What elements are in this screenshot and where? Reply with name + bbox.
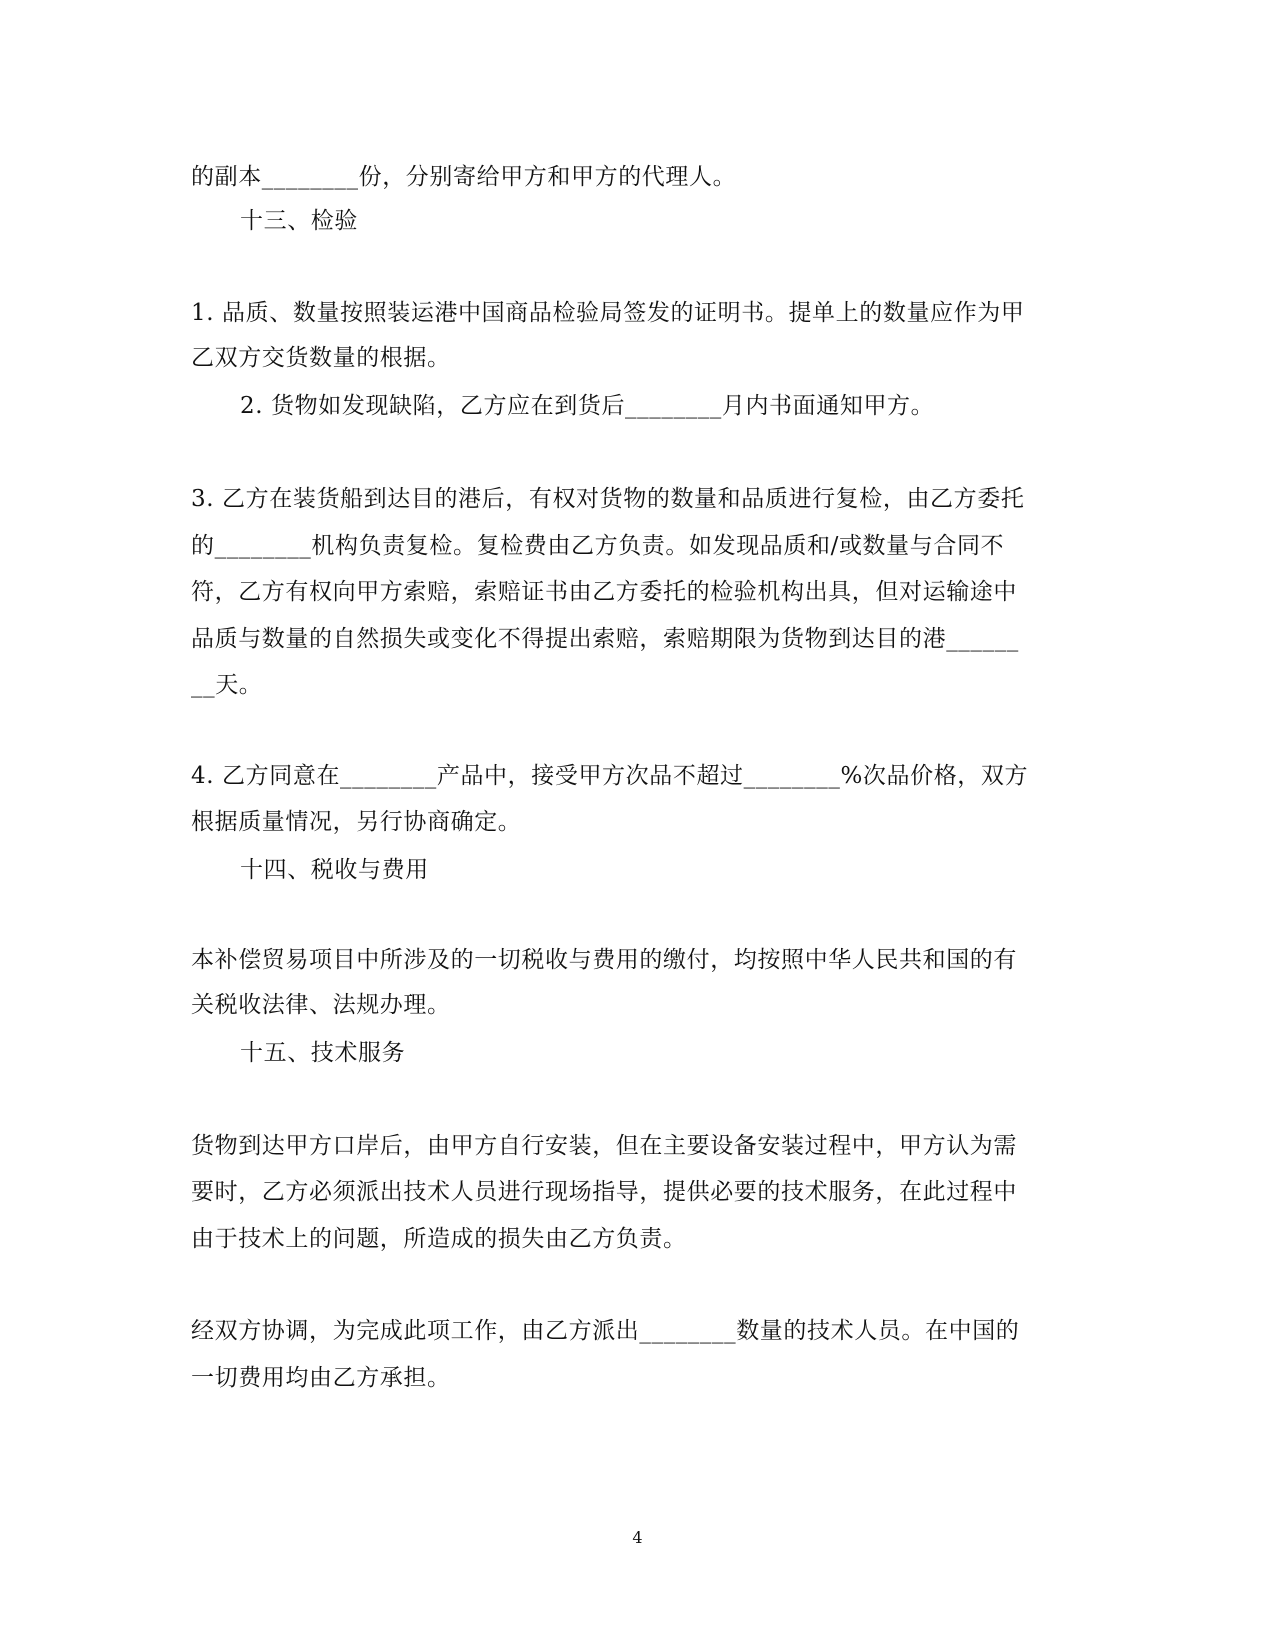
section-heading-inspection: 十三、检验	[240, 208, 358, 234]
text-line: 经双方协调，为完成此项工作，由乙方派出________数量的技术人员。在中国的	[191, 1318, 1020, 1344]
text-line: 要时，乙方必须派出技术人员进行现场指导，提供必要的技术服务，在此过程中	[191, 1179, 1017, 1205]
text-line: 本补偿贸易项目中所涉及的一切税收与费用的缴付，均按照中华人民共和国的有	[191, 947, 1017, 973]
text-line: 货物到达甲方口岸后，由甲方自行安装，但在主要设备安装过程中，甲方认为需	[191, 1133, 1017, 1159]
text-line: 的________机构负责复检。复检费由乙方负责。如发现品质和/或数量与合同不	[191, 533, 1005, 559]
page-number: 4	[632, 1528, 643, 1547]
text-line: 4. 乙方同意在________产品中，接受甲方次品不超过________%次品价格，双方	[191, 763, 1029, 789]
text-line: 乙双方交货数量的根据。	[191, 345, 451, 371]
section-heading-technical-service: 十五、技术服务	[240, 1040, 406, 1066]
text-line: 关税收法律、法规办理。	[191, 992, 451, 1018]
text-line: 品质与数量的自然损失或变化不得提出索赔，索赔期限为货物到达目的港______	[191, 626, 1019, 652]
text-line: 由于技术上的问题，所造成的损失由乙方负责。	[191, 1226, 687, 1252]
text-line: __天。	[191, 672, 263, 698]
text-line: 根据质量情况，另行协商确定。	[191, 809, 522, 835]
text-line: 2. 货物如发现缺陷，乙方应在到货后________月内书面通知甲方。	[240, 393, 935, 419]
text-line: 符，乙方有权向甲方索赔，索赔证书由乙方委托的检验机构出具，但对运输途中	[191, 579, 1017, 605]
text-line: 3. 乙方在装货船到达目的港后，有权对货物的数量和品质进行复检，由乙方委托	[191, 486, 1025, 512]
text-line: 一切费用均由乙方承担。	[191, 1365, 451, 1391]
text-line: 的副本________份，分别寄给甲方和甲方的代理人。	[191, 164, 737, 190]
text-line: 1. 品质、数量按照装运港中国商品检验局签发的证明书。提单上的数量应作为甲	[191, 300, 1025, 326]
section-heading-taxes-fees: 十四、税收与费用	[240, 857, 429, 883]
